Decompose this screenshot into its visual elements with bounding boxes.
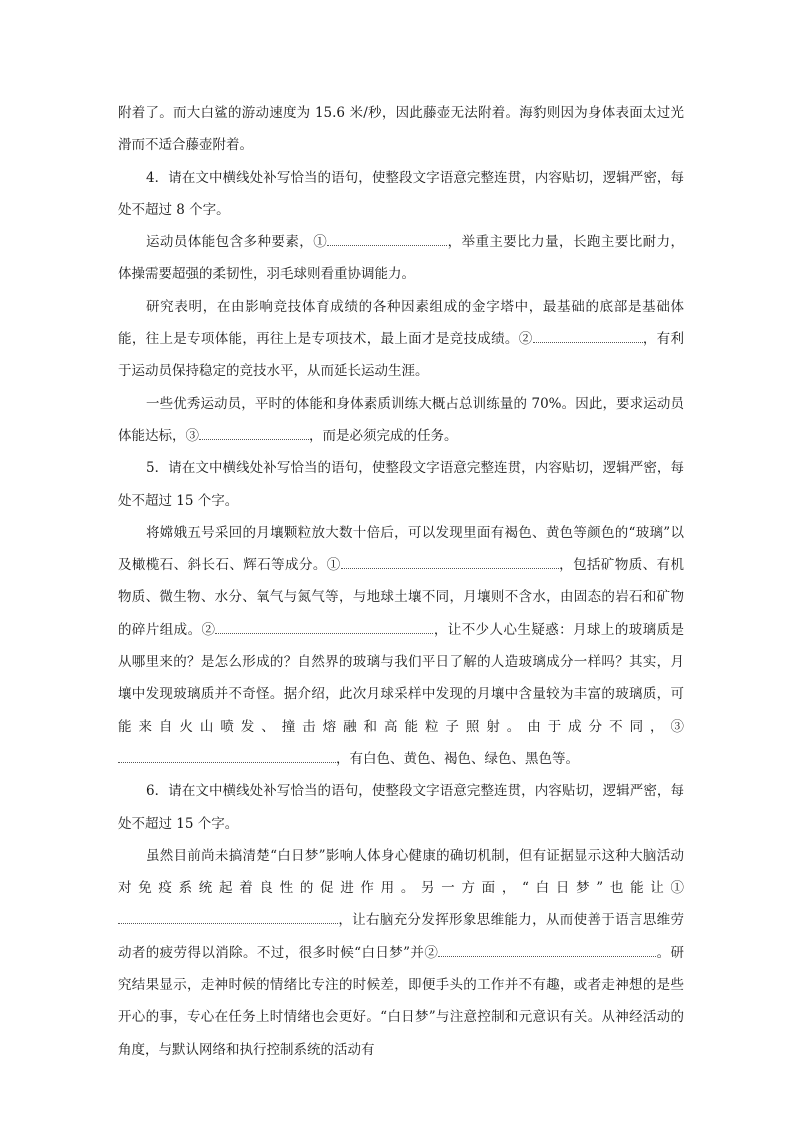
text-segment: ，有白色、黄色、褐色、绿色、黑色等。 xyxy=(336,750,579,767)
answer-blank-2[interactable] xyxy=(533,328,643,343)
text-segment: ，有利于运动员保持稳定的竞技水平，从而延长运动生涯。 xyxy=(118,331,685,380)
text-segment: ，举重主要比力量，长跑主要比耐力，体操需要超强的柔韧性，羽毛球则看重协调能力。 xyxy=(118,234,685,283)
question-4-paragraph-2 xyxy=(118,291,684,388)
question-6-paragraph xyxy=(118,840,684,1066)
answer-blank-2[interactable] xyxy=(215,619,433,634)
text-segment: ，包括矿物质、有机物质、微生物、水分、氧气与氮气等，与地球土壤不同，月壤则不含水，由固态的岩石和矿物的碎片组成。② xyxy=(118,557,685,638)
text-segment: 虽然目前尚未搞清楚“白日梦”影响人体身心健康的确切机制，但有证据显示这种大脑活动对免疫系统起着良性的促进作用。另一方面，“白日梦”也能让① xyxy=(118,847,684,897)
answer-blank-3[interactable] xyxy=(199,425,309,440)
question-5-prompt: 5．请在文中横线处补写恰当的语句，使整段文字语意完整连贯，内容贴切，逻辑严密，每处不超过 15 个字。 xyxy=(118,460,684,509)
text-segment: 运动员体能包含多种要素，① xyxy=(146,234,328,251)
answer-blank-1[interactable] xyxy=(327,231,447,246)
paragraph-text: 附着了。而大白鲨的游动速度为 15.6 米/秒，因此藤壶无法附着。海豹则因为身体表面太过光滑而不适合藤壶附着。 xyxy=(118,105,684,154)
answer-blank-1[interactable] xyxy=(118,909,338,924)
text-segment: ，让右脑充分发挥形象思维能力，从而使善于语言思维劳动者的疲劳得以消除。不过，很多时候“白日梦”并② xyxy=(118,912,684,961)
text-segment: ，而是必须完成的任务。 xyxy=(309,427,458,444)
question-6-prompt: 6．请在文中横线处补写恰当的语句，使整段文字语意完整连贯，内容贴切，逻辑严密，每处不超过 15 个字。 xyxy=(118,783,684,832)
text-segment: 。研究结果显示，走神时候的情绪比专注的时候差，即便手头的工作并不有趣，或者走神想的是些开心的事，专心在任务上时情绪也会更好。“白日梦”与注意控制和元意识有关。从神经活动的角度，与默认网络和执行控制系统的活动有 xyxy=(118,944,685,1058)
text-segment: ，让不少人心生疑惑：月球上的玻璃质是从哪里来的？是怎么形成的？自然界的玻璃与我们平日了解的人造玻璃成分一样吗？其实，月壤中发现玻璃质并不奇怪。据介绍，此次月球采样中发现的月壤中含量较为丰富的玻璃质，可能来自火山喷发、撞击熔融和高能粒子照射。由于成分不同，③ xyxy=(118,621,685,735)
text-segment: 将嫦娥五号采回的月壤颗粒放大数十倍后，可以发现里面有褐色、黄色等颜色的“玻璃”以及橄榄石、斜长石、辉石等成分。① xyxy=(118,524,684,574)
answer-blank-3[interactable] xyxy=(118,748,336,763)
text-segment: 研究表明，在由影响竞技体育成绩的各种因素组成的金字塔中，最基础的底部是基础体能，往上是专项体能，再往上是专项技术，最上面才是竞技成绩。② xyxy=(118,298,684,348)
document-page xyxy=(118,97,684,1066)
text-segment: 一些优秀运动员，平时的体能和身体素质训练大概占总训练量的 70%。因此，要求运动员体能达标，③ xyxy=(118,395,684,444)
continued-paragraph xyxy=(118,97,684,162)
question-5-paragraph xyxy=(118,517,684,775)
answer-blank-2[interactable] xyxy=(438,942,656,957)
question-4-paragraph-3 xyxy=(118,388,684,453)
question-4-prompt: 4．请在文中横线处补写恰当的语句，使整段文字语意完整连贯，内容贴切，逻辑严密，每处不超过 8 个字。 xyxy=(118,169,684,218)
question-4-paragraph-1 xyxy=(118,226,684,291)
answer-blank-1[interactable] xyxy=(341,554,559,569)
